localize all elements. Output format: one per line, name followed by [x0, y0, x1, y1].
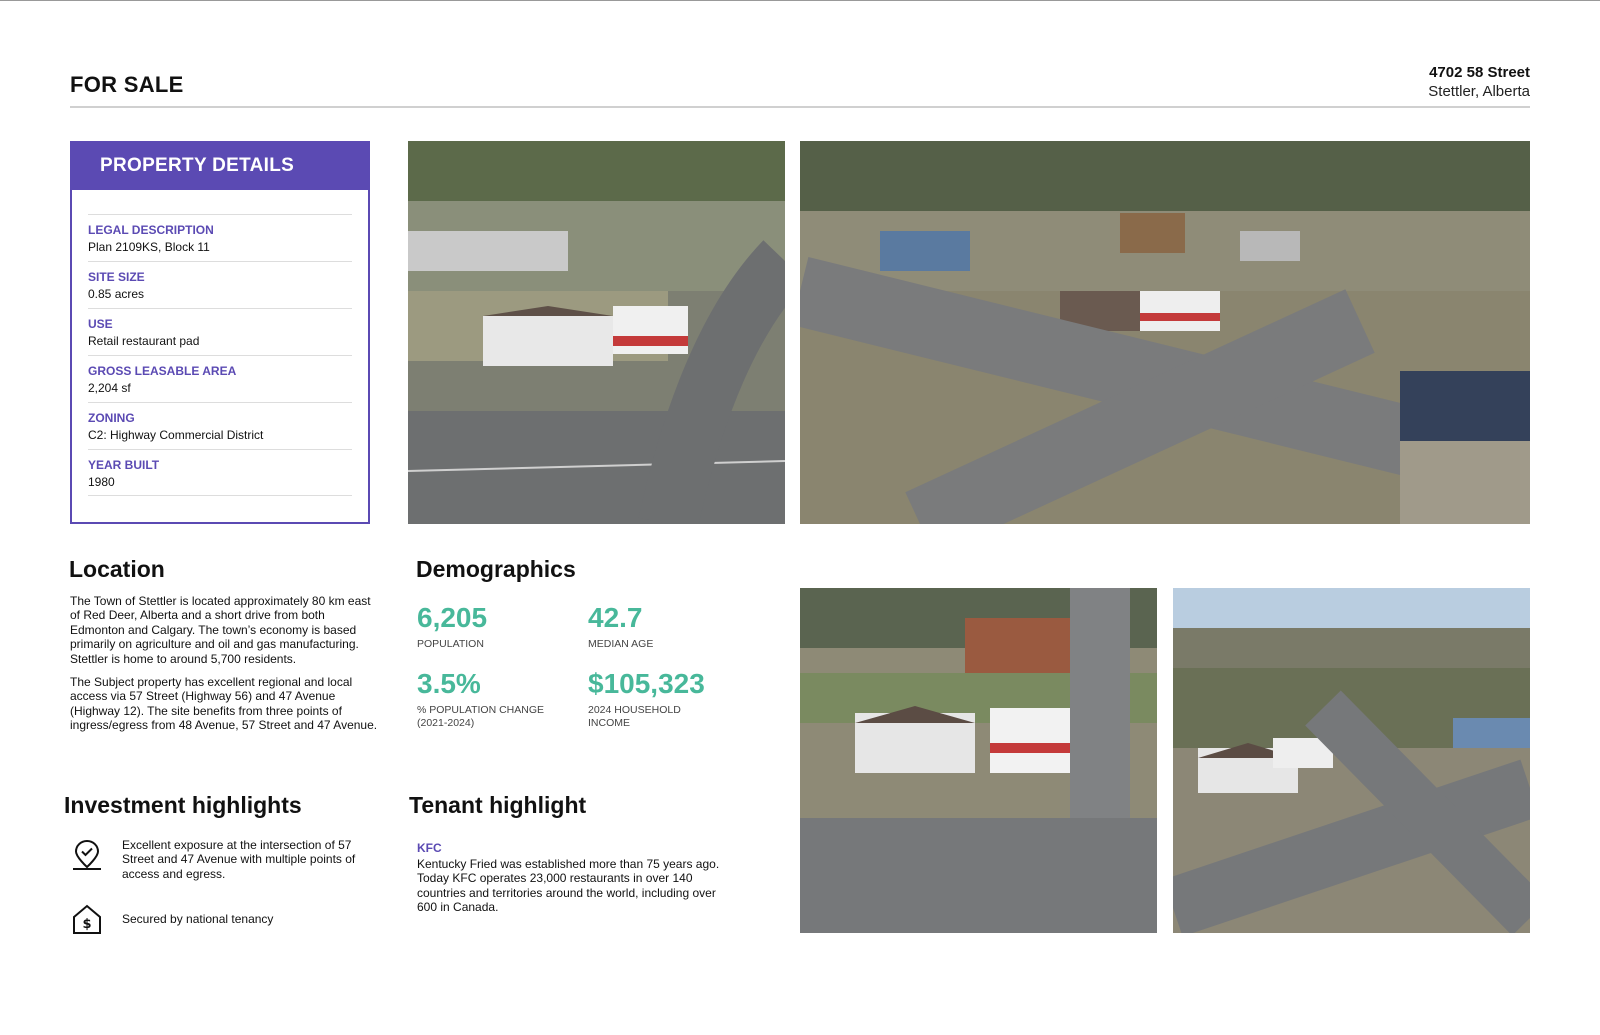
stat-label: MEDIAN AGE [588, 638, 654, 650]
investment-heading: Investment highlights [64, 792, 302, 818]
tenant-heading: Tenant highlight [409, 792, 587, 818]
investment-item-text: Excellent exposure at the intersection of 57 Street and 47 Avenue with multiple points of access and egress. [122, 838, 356, 881]
investment-item-text: Secured by national tenancy [122, 912, 274, 926]
detail-label: YEAR BUILT [88, 458, 160, 472]
detail-label: USE [88, 317, 113, 331]
tenant-name: KFC [417, 841, 442, 855]
detail-zoning [88, 402, 352, 449]
stat-median-age [588, 602, 653, 651]
investment-item [70, 902, 380, 936]
location-body [70, 594, 380, 733]
property-details-panel [70, 141, 370, 524]
detail-label: ZONING [88, 411, 135, 425]
detail-label: SITE SIZE [88, 270, 145, 284]
address-street: 4702 58 Street [1429, 64, 1530, 81]
house-dollar-icon [70, 902, 104, 936]
detail-label: LEGAL DESCRIPTION [88, 223, 214, 237]
property-address [1428, 64, 1530, 100]
top-border [0, 0, 1600, 1]
aerial-photo-4 [1173, 588, 1530, 933]
demographics-heading: Demographics [416, 556, 576, 582]
stat-value: 42.7 [588, 602, 643, 633]
page-title: FOR SALE [70, 72, 184, 97]
address-city: Stettler, Alberta [1428, 83, 1530, 100]
detail-value: Retail restaurant pad [88, 334, 200, 348]
svg-text:$: $ [82, 917, 92, 932]
property-details-list [72, 190, 368, 496]
location-paragraph: The Subject property has excellent regional and local access via 57 Street (Highway 56) and 47 Avenue (Highway 12). The site benefits from three points of ingress/egress from 48 Avenue, 57 Street and 47 Avenue. [70, 675, 378, 733]
aerial-photo-1 [408, 141, 785, 524]
detail-legal-description [88, 214, 352, 261]
aerial-photo-3 [800, 588, 1157, 933]
detail-value: Plan 2109KS, Block 11 [88, 240, 210, 254]
detail-site-size [88, 261, 352, 308]
investment-item [70, 838, 380, 881]
stat-population [417, 602, 487, 651]
location-paragraph: The Town of Stettler is located approximately 80 km east of Red Deer, Alberta and a short drive from both Edmonton and Calgary. The town’s economy is based primarily on agriculture and oil and gas manufacturing. Stettler is home to around 5,700 residents. [70, 594, 371, 666]
detail-value: 0.85 acres [88, 287, 145, 301]
stat-value: 3.5% [417, 668, 481, 699]
detail-value: C2: Highway Commercial District [88, 428, 264, 442]
location-check-icon [70, 838, 104, 872]
stat-population-change [417, 668, 547, 730]
stat-label: 2024 HOUSEHOLD INCOME [588, 704, 681, 729]
detail-use [88, 308, 352, 355]
stat-value: 6,205 [417, 602, 488, 633]
header-divider [70, 106, 1530, 108]
location-heading: Location [69, 556, 165, 582]
stat-label: % POPULATION CHANGE (2021-2024) [417, 704, 544, 729]
detail-value: 1980 [88, 475, 115, 489]
stat-value: $105,323 [588, 668, 705, 699]
stat-household-income [588, 668, 705, 730]
detail-label: GROSS LEASABLE AREA [88, 364, 237, 378]
detail-value: 2,204 sf [88, 381, 131, 395]
aerial-photo-2 [800, 141, 1530, 524]
tenant-description: Kentucky Fried was established more than 75 years ago. Today KFC operates 23,000 restaurants in over 140 countries and territories around the world, including over 600 in Canada. [417, 857, 720, 915]
stat-label: POPULATION [417, 638, 484, 650]
detail-gross-leasable-area [88, 355, 352, 402]
detail-year-built [88, 449, 352, 496]
property-details-title: PROPERTY DETAILS [72, 143, 368, 190]
